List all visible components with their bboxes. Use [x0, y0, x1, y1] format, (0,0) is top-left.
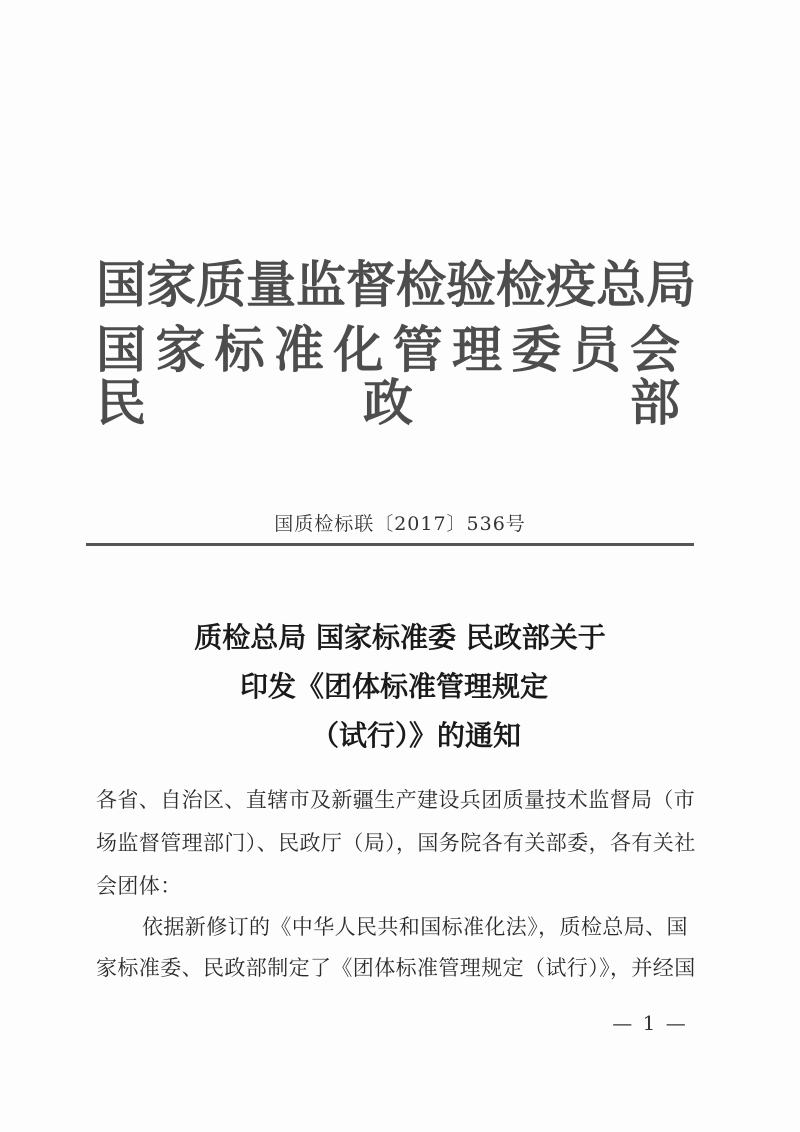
issuer-char: 政 — [363, 374, 413, 432]
page-number: — 1 — — [612, 1011, 688, 1035]
issuer-char: 标 — [214, 321, 265, 379]
issuer-char: 准 — [273, 321, 324, 379]
issuer-char: 家 — [146, 256, 196, 314]
issuer-char: 验 — [446, 256, 496, 314]
issuer-char: 局 — [646, 256, 696, 314]
issuer-char: 化 — [333, 321, 384, 379]
issuer-char: 疫 — [546, 256, 596, 314]
title-line-2: 印发《团体标准管理规定 — [239, 670, 548, 703]
issuer-char: 质 — [196, 256, 246, 314]
issuer-char: 国 — [96, 321, 146, 379]
title-line-3: （试行）》的通知 — [310, 719, 521, 752]
issuer-char: 监 — [296, 256, 346, 314]
title-line-1: 质检总局 国家标准委 民政部关于 — [194, 621, 606, 654]
issuer-char: 家 — [155, 321, 206, 379]
issuer-char: 会 — [629, 321, 680, 379]
issuer-char: 理 — [451, 321, 502, 379]
body-line-4: 依据新修订的《中华人民共和国标准化法》，质检总局、国 — [142, 915, 688, 939]
body-line-1: 各省、自治区、直辖市及新疆生产建设兵团质量技术监督局（市 — [96, 788, 696, 812]
issuer-char: 委 — [511, 321, 562, 379]
issuer-char: 量 — [246, 256, 296, 314]
issuer-char: 管 — [392, 321, 443, 379]
issuer-char: 检 — [496, 256, 546, 314]
document-number: 国质检标联〔2017〕536号 — [274, 513, 526, 535]
body-line-5: 家标准委、民政部制定了《团体标准管理规定（试行）》，并经国 — [96, 956, 696, 980]
issuer-char: 部 — [630, 374, 680, 432]
header-divider — [86, 543, 694, 546]
issuer-char: 督 — [346, 256, 396, 314]
issuer-char: 国 — [96, 256, 146, 314]
issuer-line-3 — [96, 372, 680, 434]
issuer-char: 员 — [570, 321, 621, 379]
body-line-2: 场监督管理部门）、民政厅（局），国务院各有关部委，各有关社 — [96, 831, 696, 855]
issuer-char: 检 — [396, 256, 446, 314]
issuer-line-1 — [96, 254, 696, 316]
body-line-3: 会团体： — [96, 874, 182, 898]
issuer-char: 民 — [96, 374, 146, 432]
issuer-char: 总 — [596, 256, 646, 314]
